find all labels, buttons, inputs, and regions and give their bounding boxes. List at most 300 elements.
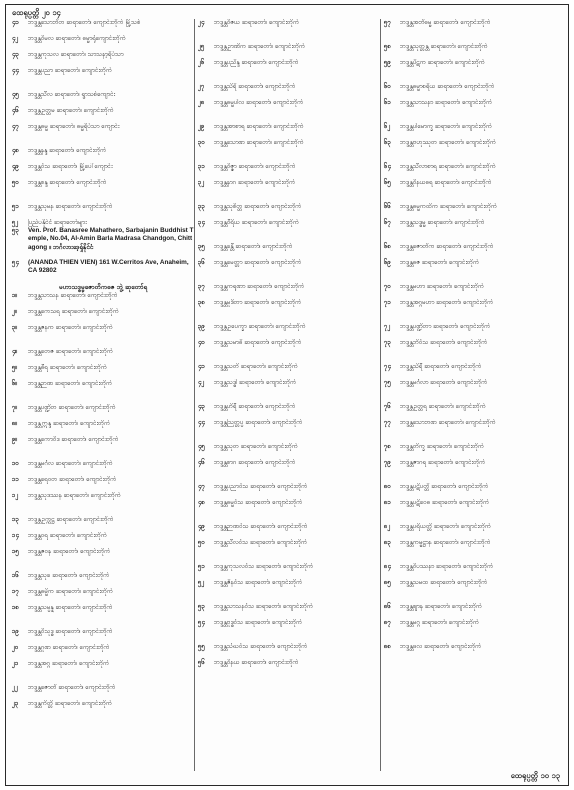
list-item (198, 603, 380, 619)
list-item (12, 308, 194, 324)
list-item (384, 43, 566, 59)
entry-number: ၅၆ (198, 659, 205, 666)
list-item (198, 163, 380, 179)
entry-number: ၂၆ (198, 59, 205, 66)
entry-number: ၈၄ (384, 563, 392, 570)
entry-number: ၆၆ (384, 203, 391, 210)
entry-number: ၄၀ (198, 339, 205, 346)
entry-text: ဘဒ္ဒန္တသုခ ဆရာတော်၊ ကျောင်းတိုက် (28, 572, 110, 580)
list-item (384, 539, 566, 563)
entry-number: ၄၉ (12, 163, 19, 170)
entry-number: ၃၄ (198, 219, 205, 226)
list-item (12, 107, 194, 123)
column-divider (380, 19, 381, 771)
list-item (384, 363, 566, 379)
entry-text: ဘဒ္ဒန္တဉာဏ ဆရာတော်၊ ကျောင်းတိုက် (28, 380, 113, 388)
entry-number: ၅၁ (198, 563, 205, 570)
list-item (198, 403, 380, 419)
list-item (198, 219, 380, 243)
entry-number: ၄၇ (198, 483, 205, 490)
list-item (198, 459, 380, 483)
list-item (384, 523, 566, 539)
entry-number: ၅၉ (384, 59, 391, 66)
entry-text: ဘဒ္ဒန္တကုသလ ဆရာတော်၊ သာသနာ့ရိပ်သာ (28, 51, 124, 58)
entry-number: ၈၇ (384, 619, 392, 626)
entry-number: ၃၂ (198, 179, 205, 186)
list-item (198, 139, 380, 163)
entry-number: ၈၃ (384, 539, 392, 546)
document-page (5, 4, 569, 786)
entry-text: ဘဒ္ဒန္တသမထ ဆရာတော်၊ ကျောင်းတိုက် (400, 579, 488, 586)
entry-text: ဘဒ္ဒန္တအဂ္ဂမဟာ ဆရာတော်၊ ကျောင်းတိုက် (400, 299, 494, 306)
list-item (198, 99, 380, 123)
list-item (384, 483, 566, 499)
list-item (198, 443, 380, 459)
entry-text: ဘဒ္ဒန္တဝိမလ ဆရာတော်၊ ဓမ္မာရုံကျောင်းတိုက် (28, 35, 126, 42)
entry-number: ၆၁ (384, 99, 391, 106)
entry-text: ဘဒ္ဒန္တပိဋက ဆရာတော်၊ ကျောင်းတိုက် (400, 59, 485, 66)
list-item (198, 523, 380, 539)
entry-number: ၂၄ (198, 19, 205, 26)
entry-number: ၄၂ (12, 35, 19, 42)
entry-number: ၅၅ (198, 643, 205, 650)
entry-text: ဘဒ္ဒန္တသိရိ ဆရာတော်၊ ကျောင်းတိုက် (214, 83, 296, 90)
list-item (198, 619, 380, 643)
entry-number: ၂၇ (198, 83, 205, 90)
list-item (12, 380, 194, 404)
entry-text: ဘဒ္ဒန္တရေဝတ ဆရာတော်၊ ကျောင်းတိုက် (28, 476, 117, 484)
entry-number: ၆၂ (384, 123, 391, 130)
list-item (384, 403, 566, 419)
entry-number: ၆။ (12, 380, 18, 388)
list-item (12, 628, 194, 644)
entry-text: ဘဒ္ဒန္တကိတ္တိ ဆရာတော်၊ ကျောင်းတိုက် (28, 700, 113, 708)
entry-number: ၄၅ (12, 91, 19, 98)
list-item (198, 19, 380, 43)
entry-number: ၁၇ (12, 588, 19, 596)
list-item (12, 324, 194, 348)
entry-number: ၅၄ (198, 619, 205, 626)
entry-text: ဘဒ္ဒန္တကုသလဝံသ ဆရာတော်၊ ကျောင်းတိုက် (214, 563, 314, 570)
list-item (384, 563, 566, 579)
list-item (12, 476, 194, 492)
list-item (12, 203, 194, 219)
entry-text: ဘဒ္ဒန္တပညာ ဆရာတော်၊ ကျောင်းတိုက် (28, 67, 113, 74)
entry-number: ၄၆ (198, 459, 205, 466)
list-item (384, 603, 566, 619)
entry-text: ဘဒ္ဒန္တဇာဂရ ဆရာတော်၊ ကျောင်းတိုက် (400, 459, 486, 466)
list-item (198, 243, 380, 259)
list-item (384, 459, 566, 483)
entry-text: ဘဒ္ဒန္တပရိယတ္တိ ဆရာတော်၊ ကျောင်းတိုက် (400, 523, 492, 530)
entry-number: ၄၄ (198, 419, 205, 426)
entry-number: ၁၈ (12, 604, 20, 612)
entry-text: ဘဒ္ဒန္တသီလဝံသ ဆရာတော်၊ ကျောင်းတိုက် (214, 539, 308, 546)
list-item (198, 419, 380, 443)
list-item (12, 572, 194, 588)
entry-text: ဘဒ္ဒန္တဖလ ဆရာတော်၊ ကျောင်းတိုက် (400, 643, 482, 650)
entry-text: ဘဒ္ဒန္တဩတ္တပ္ပ ဆရာတော်၊ ကျောင်းတိုက် (214, 419, 303, 426)
entry-text: ဘဒ္ဒန္တသုတ္တန္တ ဆရာတော်၊ ကျောင်းတိုက် (400, 43, 488, 50)
list-item (384, 179, 566, 203)
entry-text: ဘဒ္ဒန္တဥက္ကဋ္ဌ ဆရာတော်၊ ကျောင်းတိုက် (28, 516, 114, 524)
entry-text: ဘဒ္ဒန္တဥာဏိက ဆရာတော်၊ ကျောင်းတိုက် (214, 43, 306, 50)
entry-text: ဘဒ္ဒန္တဓမ္မာစရိယ ဆရာတော်၊ ကျောင်းတိုက် (400, 83, 495, 90)
list-item (12, 436, 194, 460)
entry-text: ဘဒ္ဒန္တသံဃဝံသ ဆရာတော်၊ ကျောင်းတိုက် (214, 643, 308, 650)
entry-text: ဘဒ္ဒန္တဥတ္တမ ဆရာတော်၊ ကျောင်းတိုက် (28, 107, 114, 114)
list-item (12, 179, 194, 203)
list-item (12, 420, 194, 436)
entry-text: ဘဒ္ဒန္တဇိနဝံသ ဆရာတော်၊ ကျောင်းတိုက် (214, 579, 303, 586)
list-item (12, 404, 194, 420)
entry-number: ၆၅ (384, 179, 391, 186)
entry-text: ဘဒ္ဒန္တဝံသ ဆရာတော်၊ မြို့ပေါ်ကျောင်း (28, 163, 113, 170)
list-item (12, 548, 194, 572)
entry-text: ဘဒ္ဒန္တစာဂ ဆရာတော်၊ ကျောင်းတိုက် (214, 459, 296, 466)
entry-number: ၅၄ (12, 259, 19, 267)
list-item (198, 483, 380, 499)
running-footer: ထေရုပ္ပတ္တိ ၁၀ ၁၃ (510, 771, 560, 780)
entry-number: ၃။ (12, 324, 18, 332)
entry-text: ဘဒ္ဒန္တဓမ္မဝံသ ဆရာတော်၊ ကျောင်းတိုက် (214, 499, 303, 506)
list-item (12, 51, 194, 67)
entry-number: ၆၇ (384, 219, 391, 226)
list-item (12, 67, 194, 91)
entry-number: ၄၃ (198, 403, 205, 410)
entry-text: ဘဒ္ဒန္တဝိပဿနာ ဆရာတော်၊ ကျောင်းတိုက် (400, 563, 494, 570)
entry-number: ၅၂ (12, 219, 19, 226)
entry-number: ၃၉ (198, 323, 205, 330)
address-text: (ANANDA THIEN VIEN) 161 W.Cerritos Ave, Anaheim, CA 92802 (28, 259, 189, 275)
entry-number: ၃၅ (198, 243, 205, 250)
entry-text: ဘဒ္ဒန္တဝိသုဒ္ဓ ဆရာတော်၊ ကျောင်းတိုက် (28, 628, 113, 636)
list-item (198, 379, 380, 403)
entry-number: ၄။ (12, 348, 18, 356)
list-item (198, 123, 380, 139)
entry-number: ၇၀ (384, 283, 391, 290)
entry-number: ၅၈ (384, 43, 392, 50)
entry-text: ဘဒ္ဒန္တတိက္ခ ဆရာတော်၊ ကျောင်းတိုက် (400, 443, 485, 450)
list-item (384, 83, 566, 99)
entry-text: ဘဒ္ဒန္တသမာဓိ ဆရာတော်၊ ကျောင်းတိုက် (214, 339, 302, 346)
entry-text: ဘဒ္ဒန္တဉာဏဝံသ ဆရာတော်၊ ကျောင်းတိုက် (214, 523, 308, 530)
entry-text: ပြည်ပနိုင်ငံ ဆရာတော်များ (28, 219, 87, 226)
list-item (12, 532, 194, 548)
column-1 (12, 19, 194, 716)
entry-number: ၉။ (12, 436, 18, 444)
entry-text: ဘဒ္ဒန္တဓမ္မပါလ ဆရာတော်၊ ကျောင်းတိုက် (214, 99, 304, 106)
entry-text: ဘဒ္ဒန္တနာဂ ဆရာတော်၊ ကျောင်းတိုက် (214, 179, 296, 186)
list-item (12, 460, 194, 476)
entry-number: ၅၃ (198, 603, 205, 610)
list-item (198, 563, 380, 579)
entry-text: ဘဒ္ဒန္တဥတ္တရ ဆရာတော်၊ ကျောင်းတိုက် (400, 403, 486, 410)
entry-text: ဘဒ္ဒန္တသာသန ဆရာတော်၊ ကျောင်းတိုက် (28, 292, 118, 300)
list-item (12, 163, 194, 179)
list-item (12, 492, 194, 516)
entry-text: ဘဒ္ဒန္တဣန္ဒ ဆရာတော်၊ ကျောင်းတိုက် (28, 420, 111, 428)
entry-text: ဘဒ္ဒန္တသီလ ဆရာတော်၊ ရွာသစ်ကျောင်း (28, 91, 116, 98)
entry-number: ၅၀ (12, 179, 19, 186)
entry-text: ဘဒ္ဒန္တမေတ္တာ ဆရာတော်၊ ကျောင်းတိုက် (214, 259, 302, 266)
entry-text: ဘဒ္ဒန္တဇောတိ ဆရာတော်၊ ကျောင်းတိုက် (28, 684, 116, 692)
entry-text: ဘဒ္ဒန္တပဋိဝေဓ ဆရာတော်၊ ကျောင်းတိုက် (400, 499, 490, 506)
entry-text: ဘဒ္ဒန္တသမ္ပန္န ဆရာတော်၊ ကျောင်းတိုက် (28, 604, 113, 612)
entry-text: ဘဒ္ဒန္တနန္ဒ ဆရာတော်၊ ကျောင်းတိုက် (28, 147, 107, 154)
list-item (384, 203, 566, 219)
entry-text: ဘဒ္ဒန္တသောဘဏ ဆရာတော်၊ ကျောင်းတိုက် (400, 419, 496, 426)
list-item (384, 339, 566, 363)
entry-text: ဘဒ္ဒန္တပညာဝံသ ဆရာတော်၊ ကျောင်းတိုက် (214, 483, 308, 490)
entry-number: ၃၁ (198, 163, 205, 170)
entry-text: ဘဒ္ဒန္တဂုဏ ဆရာတော်၊ ကျောင်းတိုက် (28, 644, 110, 652)
entry-number: ၇၈ (384, 443, 392, 450)
entry-number: ၁။ (12, 292, 18, 300)
entry-number: ၄၅ (198, 443, 205, 450)
entry-number: ၁၁ (12, 476, 19, 484)
entry-number: ၇။ (12, 404, 18, 412)
entry-number: ၈၂ (384, 523, 391, 530)
list-item (384, 19, 566, 43)
entry-number: ၄၈ (198, 499, 206, 506)
list-item (198, 203, 380, 219)
entry-text: ဘဒ္ဒန္တမင်္ဂလာ ဆရာတော်၊ ကျောင်းတိုက် (400, 379, 488, 386)
list-item (12, 660, 194, 684)
entry-number: ၅၇ (384, 19, 391, 26)
entry-text: ဘဒ္ဒန္တမုဒိတာ ဆရာတော်၊ ကျောင်းတိုက် (214, 299, 302, 306)
entry-number: ၁၉ (12, 628, 19, 636)
list-item (198, 499, 380, 523)
entry-text: ဘဒ္ဒန္တဓီရ ဆရာတော်၊ ကျောင်းတိုက် (28, 364, 108, 372)
entry-text: ဘဒ္ဒန္တကောဝိဒ ဆရာတော်၊ ကျောင်းတိုက် (28, 436, 119, 444)
entry-number: ၈၆ (384, 603, 392, 610)
entry-text: ဘဒ္ဒန္တဇနက ဆရာတော်၊ ကျောင်းတိုက် (28, 324, 113, 332)
entry-number: ၇၇ (384, 419, 391, 426)
address-text: Ven. Prof. Banasree Mahathero, Sarbajanin Buddhist Temple, No.04, Al-Amin Barla Madrasa Chandgon, Chittagong ။ ဘင်္ဂလားဒေ့ရှ်နိုင်ငံ (28, 227, 194, 251)
entry-number: ၄၇ (12, 123, 19, 130)
list-item (198, 579, 380, 603)
list-item (198, 283, 380, 299)
entry-text: ဘဒ္ဒန္တအဘိဓမ္မ ဆရာတော်၊ ကျောင်းတိုက် (400, 19, 491, 26)
entry-text: ဘဒ္ဒန္တသာသနာ ဆရာတော်၊ ကျောင်းတိုက် (400, 99, 493, 106)
entry-text: ဘဒ္ဒန္တဓမ္မိက ဆရာတော်၊ ကျောင်းတိုက် (28, 588, 114, 596)
entry-number: ၄၁ (198, 363, 205, 370)
entry-number: ၇၄ (384, 363, 391, 370)
address-item (12, 227, 194, 259)
entry-text: ဘဒ္ဒန္တဝိဇယ ဆရာတော်၊ ကျောင်းတိုက် (214, 19, 300, 26)
entry-text: ဘဒ္ဒန္တပဏ္ဍိတ ဆရာတော်၊ ကျောင်းတိုက် (28, 404, 116, 412)
entry-text: ဘဒ္ဒန္တဓဇ ဆရာတော်၊ ကျောင်းတိုက် (400, 259, 480, 266)
entry-number: ၆၉ (384, 259, 391, 266)
list-item (198, 339, 380, 363)
entry-text: ဘဒ္ဒန္တဓမ္မကထိက ဆရာတော်၊ ကျောင်းတိုက် (400, 203, 498, 210)
list-item (12, 348, 194, 364)
list-item (198, 43, 380, 59)
list-item (384, 123, 566, 139)
entry-number: ၂။ (12, 308, 17, 316)
list-item (12, 644, 194, 660)
entry-text: ဘဒ္ဒန္တသုတ ဆရာတော်၊ ကျောင်းတိုက် (214, 443, 298, 450)
entry-number: ၁၂ (12, 492, 19, 500)
entry-number: ၅၀ (198, 539, 205, 546)
list-item (198, 323, 380, 339)
list-item (12, 604, 194, 628)
entry-text: ဘဒ္ဒန္တပညိန္ဒ ဆရာတော်၊ ကျောင်းတိုက် (214, 59, 299, 66)
column-3 (384, 19, 566, 659)
list-item (384, 419, 566, 443)
entry-text: ဘဒ္ဒန္တမဂ္ဂ ဆရာတော်၊ ကျောင်းတိုက် (400, 619, 480, 626)
entry-number: ၁၆ (12, 572, 19, 580)
entry-text: ဘဒ္ဒန္တသုစိတ္တ ဆရာတော်၊ ကျောင်းတိုက် (214, 203, 302, 210)
entry-number: ၃၆ (198, 259, 205, 266)
entry-number: ၃၇ (198, 283, 205, 290)
entry-text: ဘဒ္ဒန္တတေဇ ဆရာတော်၊ ကျောင်းတိုက် (28, 348, 114, 356)
entry-text: ဘဒ္ဒန္တစန္ဒ ဆရာတော်၊ ကျောင်းတိုက် (28, 179, 107, 186)
entry-number: ၇၉ (384, 459, 391, 466)
list-item (12, 35, 194, 51)
entry-number: ၆၃ (384, 139, 391, 146)
list-item (198, 83, 380, 99)
list-item (12, 91, 194, 107)
entry-number: ၆၀ (384, 83, 391, 90)
list-item (384, 643, 566, 659)
entry-text: ဘဒ္ဒန္တသဒ္ဓမ္မ ဆရာတော်၊ ကျောင်းတိုက် (400, 219, 485, 226)
list-item (384, 379, 566, 403)
entry-text: ဘဒ္ဒန္တသုမန ဆရာတော်၊ ကျောင်းတိုက် (28, 203, 113, 210)
entry-text: ဘဒ္ဒန္တသုဒဿန ဆရာတော်၊ ကျောင်းတိုက် (28, 492, 121, 500)
entry-number: ၁၀ (12, 460, 19, 468)
entry-number: ၂၃ (12, 700, 19, 708)
entry-text: ဘဒ္ဒန္တသဒ္ဓါ ဆရာတော်၊ ကျောင်းတိုက် (214, 379, 297, 386)
entry-number: ၄၆ (12, 107, 19, 114)
entry-number: ၂၂ (12, 684, 19, 692)
entry-number: ၂၀ (12, 644, 19, 652)
entry-text: ဘဒ္ဒန္တအဂ္ဂ ဆရာတော်၊ ကျောင်းတိုက် (28, 660, 110, 668)
section-heading: မဟာသဒ္ဓမ္မဇောတိကဓဇ ဘွဲ့ ဆုတော်ရ (58, 283, 148, 292)
list-item (384, 299, 566, 323)
entry-text: ဘဒ္ဒန္တသီလာစာရ ဆရာတော်၊ ကျောင်းတိုက် (400, 163, 496, 170)
list-item (12, 147, 194, 163)
entry-text: ဘဒ္ဒန္တကမ္မဋ္ဌာန ဆရာတော်၊ ကျောင်းတိုက် (400, 539, 491, 546)
list-item (198, 259, 380, 283)
list-item (12, 364, 194, 380)
list-item (198, 299, 380, 323)
entry-number: ၃၈ (198, 299, 206, 306)
entry-number: ၂၈ (198, 99, 205, 106)
entry-text: ဘဒ္ဒန္တသတိ ဆရာတော်၊ ကျောင်းတိုက် (214, 363, 298, 370)
entry-text: ဘဒ္ဒန္တဓမ္မ ဆရာတော်၊ ဓမ္မရိပ်သာ ကျောင်း (28, 123, 120, 130)
entry-text: ဘဒ္ဒန္တပဏ္ဍိတာ ဆရာတော်၊ ကျောင်းတိုက် (400, 323, 491, 330)
list-item (384, 259, 566, 283)
entry-text: ဘဒ္ဒန္တဇောတိက ဆရာတော်၊ ကျောင်းတိုက် (400, 243, 494, 250)
entry-text: ဘဒ္ဒန္တမင်္ဂလ ဆရာတော်၊ ကျောင်းတိုက် (28, 460, 113, 468)
list-item (384, 163, 566, 179)
list-item (12, 588, 194, 604)
column-divider (194, 19, 195, 771)
entry-number: ၈။ (12, 420, 18, 428)
entry-number: ၄၈ (12, 147, 20, 154)
entry-number: ၇၅ (384, 379, 391, 386)
list-item (384, 219, 566, 243)
address-item (12, 259, 194, 283)
list-item (198, 643, 380, 659)
list-item (198, 539, 380, 563)
entry-text: ဘဒ္ဒန္တဟိရီ ဆရာတော်၊ ကျောင်းတိုက် (214, 403, 296, 410)
entry-text: ဘဒ္ဒန္တဇဝန ဆရာတော်၊ ကျောင်းတိုက် (28, 548, 111, 556)
entry-text: ဘဒ္ဒန္တအာစာရ ဆရာတော်၊ ကျောင်းတိုက် (214, 123, 304, 130)
list-item (12, 700, 194, 716)
entry-number: ၈၀ (384, 483, 392, 490)
entry-number: ၇၁ (384, 299, 391, 306)
entry-number: ၅။ (12, 364, 18, 372)
entry-text: ဘဒ္ဒန္တဗုဒ္ဓဝံသ ဆရာတော်၊ ကျောင်းတိုက် (214, 619, 303, 626)
entry-number: ၇၆ (384, 403, 391, 410)
entry-number: ၂၁ (12, 660, 19, 668)
list-item (384, 323, 566, 339)
running-header: ထေရုပ္ပတ္တိ ၂၀ ၁၄ (12, 8, 61, 17)
entry-number: ၈၅ (384, 579, 392, 586)
list-item (384, 443, 566, 459)
entry-text: ဘဒ္ဒန္တသောဘိတ ဆရာတော်၊ ကျောင်းတိုက် မြို့သစ် (28, 19, 141, 26)
entry-text: ဘဒ္ဒန္တဝိနယ ဆရာတော်၊ ကျောင်းတိုက် (214, 659, 299, 666)
list-item (12, 123, 194, 147)
list-item (384, 243, 566, 259)
entry-number: ၄၄ (12, 67, 19, 74)
list-item (384, 619, 566, 643)
entry-text: ဘဒ္ဒန္တဝီရိယ ဆရာတော်၊ ကျောင်းတိုက် (214, 219, 300, 226)
entry-number: ၃၃ (198, 203, 205, 210)
entry-text: ဘဒ္ဒန္တခန္တီ ဆရာတော်၊ ကျောင်းတိုက် (214, 243, 293, 250)
entry-number: ၄၂ (198, 379, 205, 386)
list-item (198, 179, 380, 203)
entry-number: ၄၉ (198, 523, 205, 530)
entry-text: ဘဒ္ဒန္တဝိနယဓရ ဆရာတော်၊ ကျောင်းတိုက် (400, 179, 492, 186)
entry-number: ၃၀ (198, 139, 205, 146)
entry-text: ဘဒ္ဒန္တကေသရ ဆရာတော်၊ ကျောင်းတိုက် (28, 308, 119, 316)
list-item (384, 139, 566, 163)
list-item (384, 59, 566, 83)
entry-number: ၄၃ (12, 51, 19, 58)
entry-number: ၆၈ (384, 243, 392, 250)
list-item (384, 499, 566, 523)
list-item (12, 516, 194, 532)
entry-number: ၁၃ (12, 516, 19, 524)
entry-text: ဘဒ္ဒန္တဈာန ဆရာတော်၊ ကျောင်းတိုက် (400, 603, 483, 610)
entry-text: ဘဒ္ဒန္တပါမောက္ခ ဆရာတော်၊ ကျောင်းတိုက် (400, 123, 493, 130)
entry-number: ၁၄ (12, 532, 19, 540)
entry-number: ၄၁ (12, 19, 19, 26)
list-item (384, 99, 566, 123)
entry-text: ဘဒ္ဒန္တဥပေက္ခာ ဆရာတော်၊ ကျောင်းတိုက် (214, 323, 306, 330)
entry-text: ဘဒ္ဒန္တပဋိပတ္တိ ဆရာတော်၊ ကျောင်းတိုက် (400, 483, 489, 490)
list-item (198, 363, 380, 379)
column-2 (198, 19, 380, 675)
entry-number: ၂၉ (198, 123, 205, 130)
entry-number: ၅၂ (198, 579, 205, 586)
list-item (12, 19, 194, 35)
entry-number: ၇၃ (384, 339, 391, 346)
entry-text: ဘဒ္ဒန္တသိရီ ဆရာတော်၊ ကျောင်းတိုက် (400, 363, 482, 370)
entry-number: ၅၃ (12, 227, 19, 235)
entry-text: ဘဒ္ဒန္တဝရ ဆရာတော်၊ ကျောင်းတိုက် (28, 532, 107, 540)
entry-text: ဘဒ္ဒန္တဘိဝံသ ဆရာတော်၊ ကျောင်းတိုက် (400, 339, 488, 346)
entry-text: ဘဒ္ဒန္တကရုဏာ ဆရာတော်၊ ကျောင်းတိုက် (214, 283, 305, 290)
entry-text: ဘဒ္ဒန္တဗဟုဿုတ ဆရာတော်၊ ကျောင်းတိုက် (400, 139, 497, 146)
entry-number: ၈၈ (384, 643, 392, 650)
list-item (198, 659, 380, 675)
entry-number: ၇၂ (384, 323, 391, 330)
